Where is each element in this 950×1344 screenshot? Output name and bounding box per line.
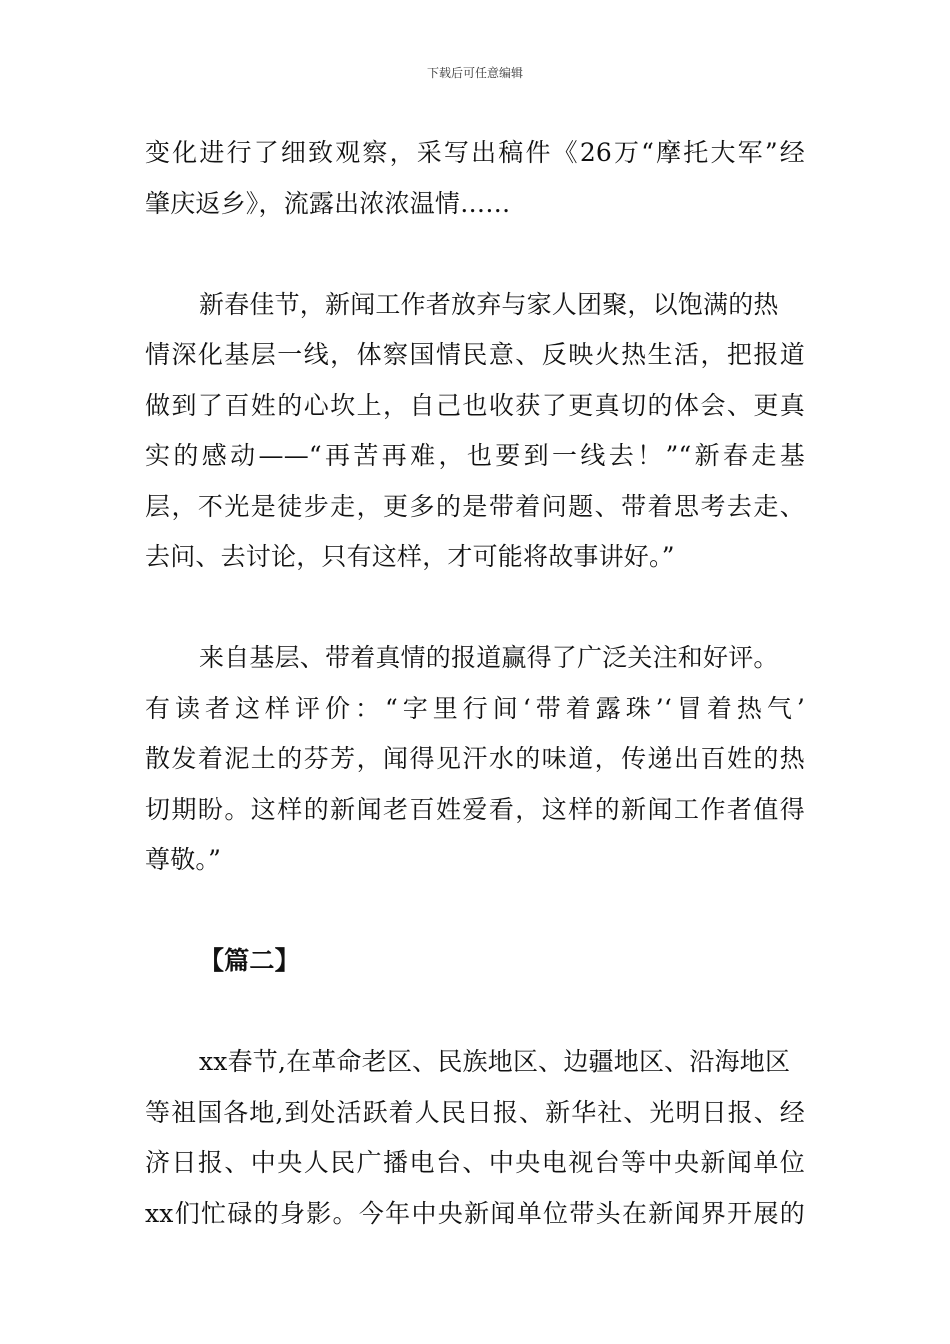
paragraph-spacer <box>145 583 809 634</box>
text-line: 层，不光是徒步走，更多的是带着问题、带着思考去走、 <box>145 491 805 521</box>
text-line: 尊敬。” <box>145 845 222 874</box>
paragraph-spacer <box>145 886 809 937</box>
document-body <box>145 128 809 1239</box>
page-header: 下载后可任意编辑 <box>426 66 523 80</box>
paragraph <box>145 128 809 229</box>
text-line: 有读者这样评价：“字里行间‘带着露珠’‘冒着热气’ <box>145 693 805 723</box>
text-line: xx春节,在革命老区、民族地区、边疆地区、沿海地区 <box>199 1047 791 1076</box>
section-heading: 【篇二】 <box>199 946 300 975</box>
text-line: xx们忙碌的身影。今年中央新闻单位带头在新闻界开展的 <box>145 1198 805 1228</box>
text-line: 新春佳节，新闻工作者放弃与家人团聚，以饱满的热 <box>199 289 779 319</box>
paragraph <box>145 633 809 886</box>
text-line: 变化进行了细致观察，采写出稿件《26万“摩托大军”经 <box>145 138 805 167</box>
paragraph-spacer <box>145 229 809 280</box>
paragraph-spacer <box>145 987 809 1038</box>
paragraph <box>145 1037 809 1239</box>
text-line: 济日报、中央人民广播电台、中央电视台等中央新闻单位 <box>145 1148 805 1177</box>
text-line: 来自基层、带着真情的报道赢得了广泛关注和好评。 <box>199 643 779 672</box>
text-line: 等祖国各地,到处活跃着人民日报、新华社、光明日报、经 <box>145 1097 805 1127</box>
text-line: 肇庆返乡》，流露出浓浓温情…… <box>145 188 511 218</box>
text-line: 去问、去讨论，只有这样，才可能将故事讲好。” <box>145 542 675 571</box>
text-line: 切期盼。这样的新闻老百姓爱看，这样的新闻工作者值得 <box>145 794 805 824</box>
text-line: 散发着泥土的芬芳，闻得见汗水的味道，传递出百姓的热 <box>145 744 805 773</box>
text-line: 情深化基层一线，体察国情民意、反映火热生活，把报道 <box>145 340 805 369</box>
section-heading-block <box>145 936 809 987</box>
text-line: 做到了百姓的心坎上，自己也收获了更真切的体会、更真 <box>145 390 805 420</box>
text-line: 实的感动——“再苦再难，也要到一线去！”“新春走基 <box>145 441 805 470</box>
paragraph <box>145 280 809 583</box>
